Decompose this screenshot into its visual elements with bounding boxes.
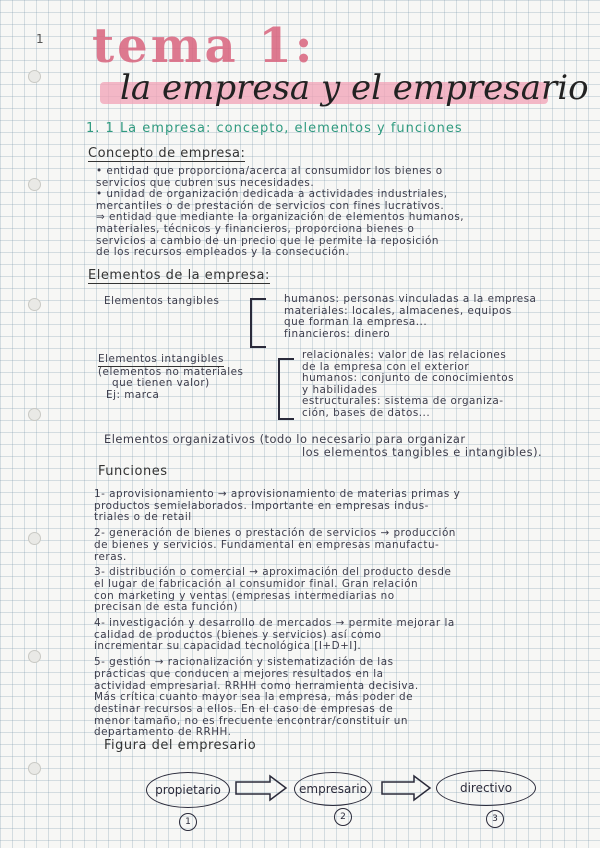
node-number: 1 bbox=[179, 813, 197, 831]
elementos-heading: Elementos de la empresa: bbox=[88, 268, 270, 283]
concepto-line: • unidad de organización dedicada a actividades industriales, bbox=[96, 188, 448, 201]
funcion-line: calidad de productos (bienes y servicios) así como bbox=[94, 628, 382, 641]
intangibles-item: de la empresa con el exterior bbox=[302, 360, 470, 373]
intangibles-item: ción, bases de datos... bbox=[302, 406, 431, 419]
intangibles-item: humanos: conjunto de conocimientos bbox=[302, 372, 515, 385]
tangibles-label: Elementos tangibles bbox=[104, 295, 220, 307]
funciones-heading: Funciones bbox=[98, 464, 168, 479]
concepto-line: de los recursos empleados y la consecución. bbox=[96, 246, 350, 259]
funcion-line: actividad empresarial. RRHH como herramienta decisiva. bbox=[94, 679, 419, 692]
funcion-line: 1- aprovisionamiento → aprovisionamiento de materias primas y bbox=[94, 488, 461, 500]
concepto-heading: Concepto de empresa: bbox=[88, 146, 246, 161]
intangibles-item: y habilidades bbox=[302, 383, 378, 396]
funcion-line: con marketing y ventas (empresas intermediarias no bbox=[94, 589, 395, 602]
tangibles-item: que forman la empresa... bbox=[284, 316, 428, 329]
funcion-line: prácticas que conducen a mejores resultados en la bbox=[94, 667, 384, 680]
section-heading: 1. 1 La empresa: concepto, elementos y funciones bbox=[86, 121, 463, 136]
funcion-line: productos semielaborados. Importante en empresas indus- bbox=[94, 499, 429, 512]
funcion-line: de bienes y servicios. Fundamental en empresas manufactu- bbox=[94, 538, 440, 551]
concepto-line: mercantiles o de prestación de servicios con fines lucrativos. bbox=[96, 199, 445, 212]
node-label: empresario bbox=[299, 782, 367, 796]
figura-heading: Figura del empresario bbox=[104, 738, 257, 753]
page-number: 1 bbox=[36, 32, 44, 46]
tangibles-item: humanos: personas vinculadas a la empresa bbox=[284, 293, 537, 305]
funcion-line: precisan de esta función) bbox=[94, 601, 239, 614]
node-label: directivo bbox=[459, 781, 513, 795]
arrow-right-icon bbox=[382, 776, 430, 800]
funcion-line: destinar recursos a ellos. En el caso de empresas de bbox=[94, 702, 394, 715]
concepto-line: ⇒ entidad que mediante la organización de elementos humanos, bbox=[96, 211, 465, 224]
page-title: tema 1: bbox=[92, 18, 316, 74]
intangibles-item: relacionales: valor de las relaciones bbox=[302, 349, 507, 361]
organizativos-line: los elementos tangibles e intangibles). bbox=[302, 445, 543, 459]
node-number: 2 bbox=[334, 808, 352, 826]
funcion-line: 4- investigación y desarrollo de mercados → permite mejorar la bbox=[94, 617, 455, 630]
intangibles-label-line: Elementos intangibles bbox=[98, 353, 224, 365]
funcion-line: triales o de retail bbox=[94, 511, 192, 524]
arrow-right-icon bbox=[236, 776, 286, 800]
intangibles-item: estructurales: sistema de organiza- bbox=[302, 395, 504, 408]
funcion-line: 5- gestión → racionalización y sistematización de las bbox=[94, 656, 394, 669]
funcion-line: reras. bbox=[94, 550, 127, 563]
funcion-line: incrementar su capacidad tecnológica [I+D+I]. bbox=[94, 640, 362, 653]
concepto-line: • entidad que proporciona/acerca al consumidor los bienes o bbox=[96, 165, 443, 177]
organizativos-line: Elementos organizativos (todo lo necesario para organizar bbox=[104, 432, 466, 446]
funcion-line: departamento de RRHH. bbox=[94, 726, 232, 739]
tangibles-item: materiales: locales, almacenes, equipos bbox=[284, 304, 512, 317]
tangibles-item: financieros: dinero bbox=[284, 327, 391, 340]
funcion-line: menor tamaño, no es frecuente encontrar/constituir un bbox=[94, 714, 408, 727]
intangibles-label-line: Ej: marca bbox=[106, 388, 160, 401]
concepto-line: servicios que cubren sus necesidades. bbox=[96, 176, 315, 189]
concepto-line: servicios a cambio de un precio que le permite la reposición bbox=[96, 234, 439, 247]
intangibles-label-line: que tienen valor) bbox=[112, 377, 210, 390]
funcion-line: 3- distribución o comercial → aproximación del producto desde bbox=[94, 566, 452, 579]
intangibles-label-line: (elementos no materiales bbox=[98, 365, 244, 378]
funcion-line: Más crítica cuanto mayor sea la empresa, más poder de bbox=[94, 691, 413, 704]
funcion-line: 2- generación de bienes o prestación de servicios → producción bbox=[94, 527, 456, 540]
node-label: propietario bbox=[155, 783, 221, 797]
page-subtitle: la empresa y el empresario bbox=[120, 68, 589, 108]
node-number: 3 bbox=[486, 810, 504, 828]
concepto-line: materiales, técnicos y financieros, proporciona bienes o bbox=[96, 222, 415, 235]
funcion-line: el lugar de fabricación al consumidor final. Gran relación bbox=[94, 577, 419, 590]
